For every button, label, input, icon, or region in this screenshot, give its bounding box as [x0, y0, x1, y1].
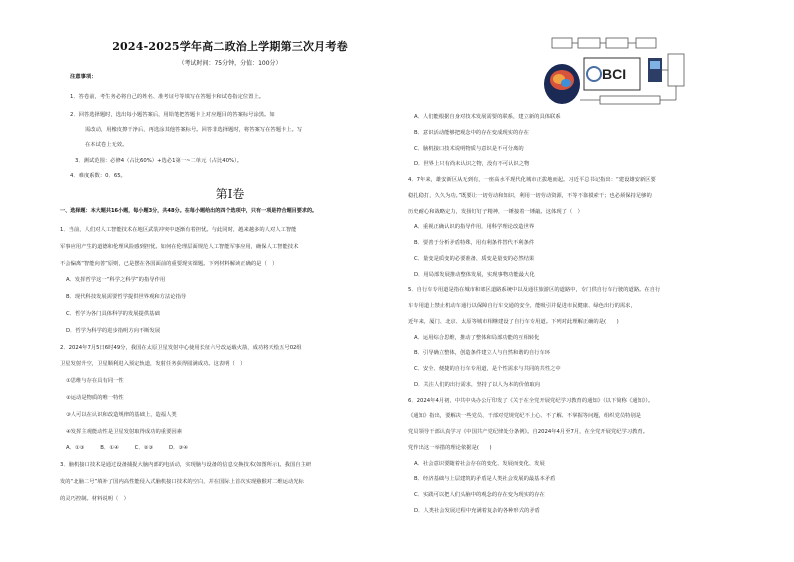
question-line: A．社会意识要随着社会存在的变化、发展而变化、发展 [414, 460, 545, 467]
question-line: 6．2024年4月初，中共中央办公厅印发了《关于在全党开展党纪学习教育的通知》（以下简称《通知》）。 [408, 397, 654, 404]
question-line: C．量变是质变的必要准备，质变是量变的必然结果 [414, 255, 535, 262]
question-line: D．哲学为科学的进步指明方向不断发展 [66, 327, 161, 334]
question-line: B．要善于分析矛盾特殊，用有利条件替代不利条件 [414, 240, 535, 246]
question-line: D．用局部发展推动整体发展，实现事物功能最大化 [414, 271, 535, 278]
question-line: ③人可以在认识和改造规律的基础上，造福人类 [66, 411, 177, 418]
question-line: 历史耐心和战略定力，发扬钉钉子精神，一锤接着一锤敲。这体现了（ ） [408, 208, 583, 215]
notice-heading: 注意事项： [70, 74, 97, 80]
notice-item: 在本试卷上无效。 [85, 142, 128, 148]
part-one-instructions: 一、选择题：本大题共16小题，每小题3分，共48分。在每小题给出的四个选项中，只有一项是符合题目要求的。 [60, 208, 318, 214]
notice-item: 需改动，用橡皮擦干净后，再选涂其他答案标号。回答非选择题时，将答案写在答题卡上。写 [85, 127, 303, 133]
question-line: 1．当前，人们对人工智能技术在地区武装冲突中逐渐有着担忧。与此同时，越来越多的人对人工智能 [60, 227, 297, 233]
question-line: D．世界上只有尚未认识之物，没有不可认识之物 [414, 161, 530, 168]
question-line: C．实践可以把人们头脑中的观念的存在变为现实的存在 [414, 492, 545, 498]
question-line: 不会偏离“智能向善”原则，已是摆在各国面前的重要现实课题。下列材料解读正确的是（ ） [60, 260, 278, 267]
notice-item: 1．答卷前，考生务必将自己的姓名、准考证号等填写在答题卡和试卷指定位置上。 [70, 94, 265, 100]
question-line: A．人们能根据自身对技术发展需要的联系，建立新的具体联系 [414, 114, 561, 120]
question-line: ②运动是物质的唯一特性 [66, 395, 124, 401]
question-line: 党作出这一举措的理论依据是( ) [408, 444, 492, 451]
question-line: 3．脑机接口技术是通过设备捕捉大脑内部的电活动，实现脑与设备的信息交换技术(如图所示)。我国自主研 [60, 462, 312, 469]
exam-info: （考试时间：75分钟，分值：100分） [178, 60, 282, 67]
question-line: 4．7年来，雄安新区从无到有，一座高水平现代化城市正拔地而起。习近平总书记指出：“建设雄安新区要 [408, 177, 656, 183]
question-line: B．意识活动能够把观念中的存在变成现实的存在 [414, 129, 529, 136]
question-line: B．现代科技发展需要哲学提供世界观和方法论指导 [66, 294, 187, 301]
question-line: 发的“北脑二号”填补了国内高性能侵入式脑机接口技术的空白，并在国际上首次实现猕猴对二维运动光标 [60, 479, 304, 485]
question-line: A．①③ B．①④ C．②③ D．③④ [66, 445, 188, 452]
question-line: B．经济基础与上层建筑的矛盾是人类社会发展的最基本矛盾 [414, 476, 556, 483]
section-title: 第Ⅰ卷 [215, 187, 245, 201]
question-line: 《通知》指出，要解决一些党员、干部对党规党纪不上心、不了解、不掌握等问题，组织党员特别是 [408, 413, 642, 420]
question-line: 2．2024年7月5日6时49分，我国在太原卫星发射中心使用长征六号改运载火箭，成功将天绘五号02组 [60, 344, 302, 351]
bci-figure [540, 34, 690, 110]
page-title: 2024-2025学年高二政治上学期第三次月考卷 [112, 40, 348, 53]
question-line: ①思维与存在具有同一性 [66, 378, 124, 385]
question-line: C．哲学为各门具体科学的发展提供基础 [66, 311, 160, 317]
question-line: 军事应用产生的道德和伦理风险感到担忧。如何在伦理层面规范人工智能军事应用，确保人工智能技术 [60, 243, 299, 250]
question-line: C．安全、便捷的自行车专用道，是个性需求与共同的共性之中 [414, 366, 561, 372]
question-line: 稳扎稳打，久久为功。”既要让一切劳动和知识，利用一切劳动资源，不等不靠摸索干；也必须保持足够的 [408, 192, 652, 199]
question-line: D．人类社会发展过程中充满着复杂的各种形式的矛盾 [414, 507, 540, 514]
question-line: 卫星发射升空，卫星顺利进入预定轨道，发射任务获得圆满成功。这表明（ ） [60, 361, 246, 368]
bci-label: BCI [602, 66, 627, 82]
question-line: C．脑机接口技术说明物质与意识是不可分离的 [414, 145, 524, 152]
question-line: 车专用道上禁止机动车通行以保障自行车交通的安全，能吸引并促进市民健康、绿色出行的需求， [408, 303, 636, 309]
question-line: 近年来，厦门、北京、太原等城市相继建设了自行车专用道。下列对此理解正确的是( ) [408, 318, 619, 325]
brain-head-image [544, 64, 580, 104]
notice-item: 4．难度系数：0．65。 [70, 173, 126, 179]
question-line: D．关注人们的出行需求，坚持了以人为本的价值取向 [414, 381, 540, 388]
question-line: ④发挥主观能动性是卫星发射取得成功的重要因素 [66, 428, 182, 435]
question-line: 党员领导干部认真学习《中国共产党纪律处分条例》。自2024年4月至7月，在全党开展党纪学习教育。 [408, 429, 649, 435]
notice-item: 3．测试范围：必修4（占比60%）+选必1第一~二单元（占比40%）。 [75, 158, 243, 164]
notice-item: 2．回答选择题时，选出每小题答案后，用铅笔把答题卡上对应题目的答案标号涂黑。如 [70, 112, 275, 118]
question-line: A．重视正确认识的指导作用，用科学理论改造世界 [414, 224, 535, 231]
question-line: 5．自行车专用道是指在城市和郊区道路系统中以及通往旅游区的道路中，专门供自行车行驶的道路。在自行 [408, 287, 661, 294]
question-line: B．引导确立整体，创造条件建立人与自然和谐的自行车环 [414, 350, 551, 357]
question-line: 的灵巧控制。材料说明（ ） [60, 495, 129, 502]
question-line: A．运用综合思维，推动了整体和局部功能的互相转化 [414, 334, 540, 341]
question-line: A．发挥哲学这一“科学之科学”的指导作用 [66, 277, 166, 284]
